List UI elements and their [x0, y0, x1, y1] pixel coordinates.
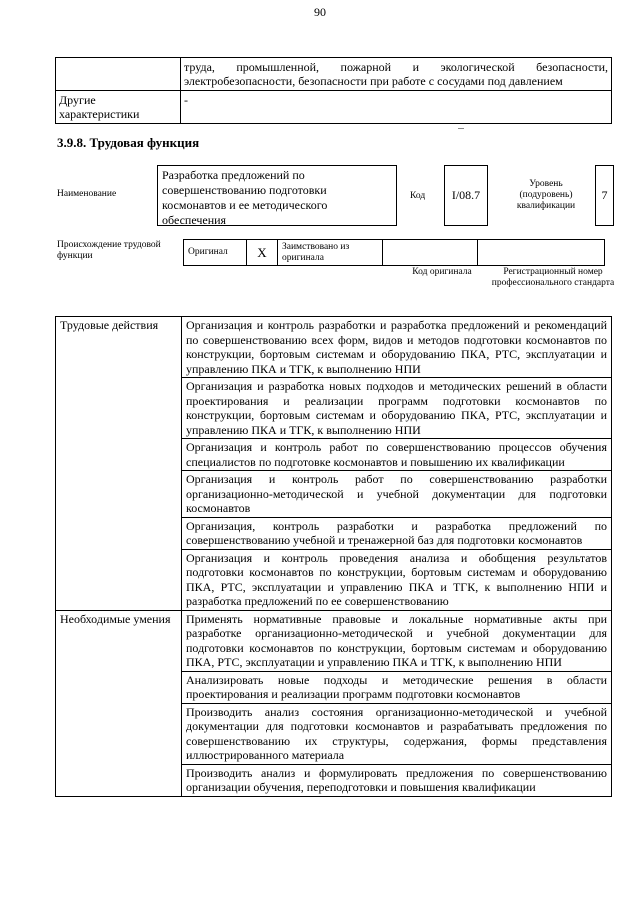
skills-label: Необходимые умения — [56, 610, 182, 796]
skill-item: Применять нормативные правовые и локальные нормативные акты при разработке организационно-методической и учебной документации для подготовки космонавтов по конструкции, бортовым системам и оборудованию ПКА, РТС, эксплуатации и управлению ПКА и ТГК, к выполнению НПИ — [182, 610, 612, 671]
level-value-box: 7 — [595, 165, 614, 226]
skill-item: Анализировать новые подходы и методические решения в области проектирования и реализации программ подготовки космонавтов — [182, 671, 612, 703]
skill-item: Производить анализ и формулировать предложения по совершенствованию организации обучения, переподготовки и повышения квалификации — [182, 764, 612, 796]
origin-code-cell — [383, 240, 478, 266]
origin-code-caption: Код оригинала — [412, 267, 472, 277]
borrowed-label: Заимствовано из оригинала — [278, 240, 383, 266]
divider — [458, 128, 464, 129]
labor-function-table — [55, 316, 612, 797]
other-characteristics-value: - — [181, 91, 612, 124]
code-value-box: I/08.7 — [444, 165, 488, 226]
table-row — [56, 91, 612, 124]
labor-action-item: Организация и контроль проведения анализа и обобщения результатов подготовки космонавтов по конструкции, бортовым системам и оборудованию ПКА, РТС, эксплуатации и управлению ПКА и ТГК, к выполнению НПИ и разработка предложений по ее совершенствованию — [182, 549, 612, 610]
labor-action-item: Организация, контроль разработки и разработка предложений по совершенствованию учебной и тренажерной баз для подготовки космонавтов — [182, 517, 612, 549]
original-label: Оригинал — [184, 240, 247, 266]
table-cell-label — [56, 58, 181, 91]
reg-number-caption: Регистрационный номер профессионального стандарта — [491, 267, 615, 288]
reg-number-cell — [478, 240, 605, 266]
function-name-box: Разработка предложений по совершенствованию подготовки космонавтов и ее методического обеспечения — [157, 165, 397, 226]
section-title: 3.9.8. Трудовая функция — [57, 135, 200, 150]
labor-action-item: Организация и контроль работ по совершенствованию процессов обучения специалистов по подготовке космонавтов и повышению их квалификации — [182, 439, 612, 471]
origin-table — [183, 239, 605, 266]
labor-action-item: Организация и разработка новых подходов и методических решений в области проектирования и реализации программ подготовки космонавтов по конструкции, бортовым системам и оборудованию ПКА, РТС, эксплуатации и управлению ПКА и ТГК, к выполнению НПИ — [182, 378, 612, 439]
level-label: Уровень (подуровень) квалификации — [516, 179, 576, 211]
table-cell-text: труда, промышленной, пожарной и экологической безопасности, электробезопасности, безопасности при работе с сосудами под давлением — [181, 58, 612, 91]
table-row — [56, 317, 612, 378]
skill-item: Производить анализ состояния организационно-методической и учебной документации для подготовки космонавтов и разрабатывать предложения по совершенствованию их структуры, содержания, формы представления иллюстрированного материала — [182, 703, 612, 764]
name-label: Наименование — [57, 189, 117, 199]
labor-action-item: Организация и контроль работ по совершенствованию разработки организационно-методической и учебной документации для подготовки космонавтов — [182, 471, 612, 518]
other-characteristics-label: Другие характеристики — [56, 91, 181, 124]
table-row — [56, 610, 612, 671]
page-number: 90 — [314, 5, 326, 19]
labor-action-item: Организация и контроль разработки и разработка предложений и рекомендаций по совершенствованию всех форм, видов и методов подготовки космонавтов по конструкции, бортовым системам и оборудованию ПКА, РТС, эксплуатации и управлению ПКА и ТГК, к выполнению НПИ — [182, 317, 612, 378]
table-row — [184, 240, 605, 266]
code-label: Код — [410, 191, 426, 201]
origin-label: Происхождение трудовой функции — [57, 240, 161, 261]
continuation-table — [55, 57, 612, 124]
table-row — [56, 58, 612, 91]
labor-actions-label: Трудовые действия — [56, 317, 182, 611]
original-mark: X — [247, 240, 278, 266]
